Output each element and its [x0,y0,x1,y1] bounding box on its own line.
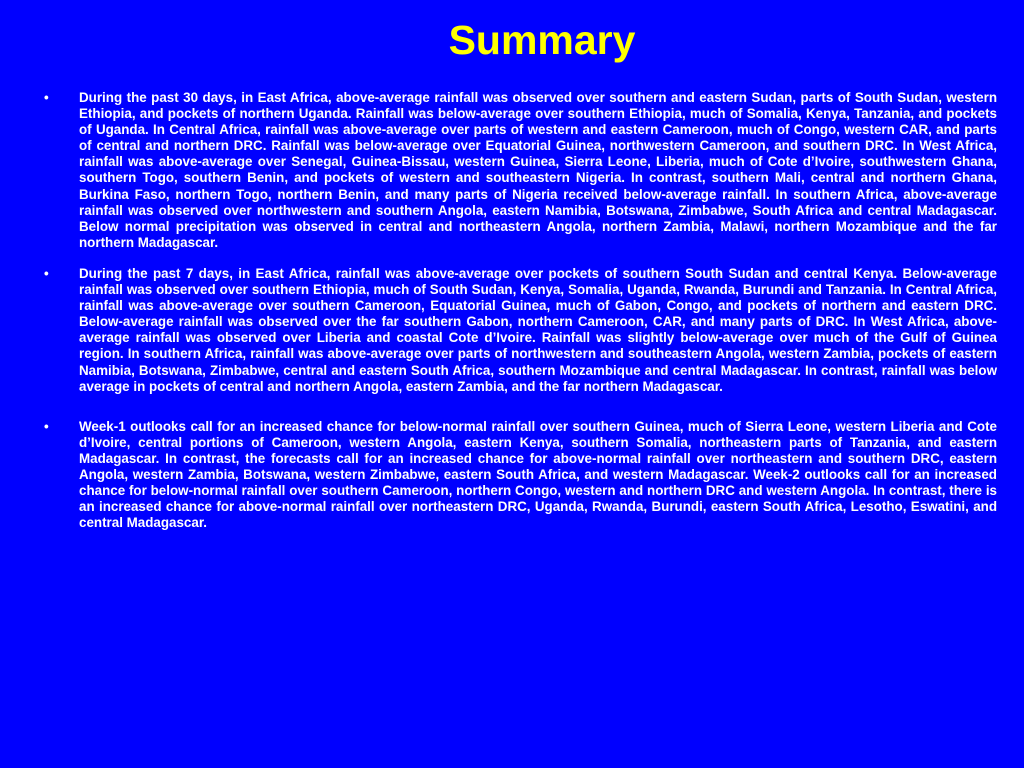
bullet-list [40,90,997,531]
bullet-item-outlook [40,419,997,532]
bullet-text: During the past 30 days, in East Africa, above-average rainfall was observed over southern and eastern Sudan, parts of South Sudan, western Ethiopia, and pockets of northern Uganda. Rainfall was below-average over southern Ethiopia, much of Somalia, Kenya, Tanzania, and pockets of Uganda. In Central Africa, rainfall was above-average over parts of western and eastern Cameroon, much of Congo, western CAR, and parts of central and northern DRC. Rainfall was below-average over Equatorial Guinea, northwestern Cameroon, and southern DRC. In West Africa, rainfall was above-average over Senegal, Guinea-Bissau, western Guinea, Sierra Leone, Liberia, much of Cote d’Ivoire, southwestern Ghana, southern Togo, southern Benin, and pockets of western and southeastern Nigeria. In contrast, southern Mali, central and northern Ghana, Burkina Faso, northern Togo, northern Benin, and many parts of Nigeria received below-average rainfall. In southern Africa, above-average rainfall was observed over northwestern and southern Angola, eastern Namibia, Botswana, Zimbabwe, South Africa and central Madagascar. Below normal precipitation was observed in central and northeastern Angola, northern Zambia, Malawi, northern Mozambique and the far northern Madagascar. [79,90,997,250]
bullet-marker: • [44,418,49,434]
bullet-text: Week-1 outlooks call for an increased chance for below-normal rainfall over southern Guinea, much of Sierra Leone, western Liberia and Cote d’Ivoire, central portions of Cameroon, western Angola, eastern Kenya, southern Somalia, northeastern parts of Tanzania, and eastern Madagascar. In contrast, the forecasts call for an increased chance for above-normal rainfall over northeastern and southern DRC, eastern Angola, western Zambia, Botswana, western Zimbabwe, eastern South Africa, and western Madagascar. Week-2 outlooks call for an increased chance for below-normal rainfall over southern Cameroon, northern Congo, western and northern DRC and western Angola. In contrast, there is an increased chance for above-normal rainfall over northeastern DRC, Uganda, Rwanda, Burundi, eastern South Africa, Lesotho, Eswatini, and central Madagascar. [79,418,997,531]
page-title: Summary [448,17,636,63]
bullet-item-7-day [40,266,997,395]
bullet-text: During the past 7 days, in East Africa, rainfall was above-average over pockets of southern South Sudan and central Kenya. Below-average rainfall was observed over southern Ethiopia, much of South Sudan, Kenya, Somalia, Uganda, Rwanda, Burundi and Tanzania. In Central Africa, rainfall was above-average over southern Cameroon, Equatorial Guinea, much of Gabon, Congo, and pockets of northern and eastern DRC. Below-average rainfall was observed over the far southern Gabon, northern Cameroon, CAR, and many parts of DRC. In West Africa, above-average rainfall was observed over Liberia and coastal Cote d’Ivoire. Rainfall was slightly below-average over much of the Gulf of Guinea region. In southern Africa, rainfall was above-average over parts of northwestern and southeastern Angola, western Zambia, pockets of eastern Namibia, Botswana, Zimbabwe, central and eastern South Africa, southern Mozambique and central Madagascar. In contrast, rainfall was below average in pockets of central and northern Angola, eastern Zambia, and the far northern Madagascar. [79,265,997,394]
bullet-marker: • [44,265,49,281]
bullet-item-30-day [40,90,997,251]
bullet-marker: • [44,90,49,105]
